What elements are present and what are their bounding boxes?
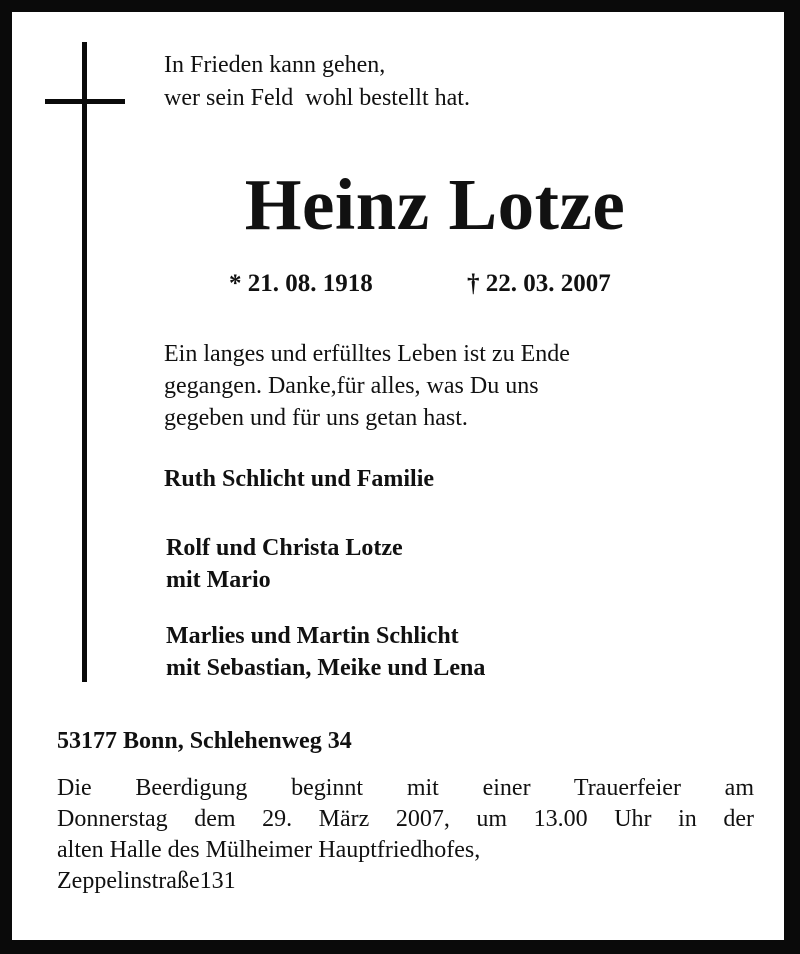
funeral-line-1: Die Beerdigung beginnt mit einer Trauerfeier am	[57, 775, 754, 801]
mourner-group-2	[166, 532, 403, 596]
message-line-2: gegangen. Danke,für alles, was Du uns	[164, 373, 539, 399]
mourner-line: Marlies und Martin Schlicht	[166, 623, 459, 649]
deceased-name: Heinz Lotze	[244, 164, 626, 245]
farewell-message	[164, 338, 570, 434]
cross-icon-bar	[45, 99, 125, 104]
message-line-1: Ein langes und erfülltes Leben ist zu Ende	[164, 341, 570, 367]
mourner-line: Ruth Schlicht und Familie	[164, 466, 435, 492]
funeral-details	[57, 773, 754, 897]
motto-line-2: wer sein Feld wohl bestellt hat.	[164, 85, 470, 111]
mourner-line: mit Mario	[166, 567, 271, 593]
mourner-line: Rolf und Christa Lotze	[166, 535, 403, 561]
cross-icon	[82, 42, 87, 682]
mourning-address: 53177 Bonn, Schlehenweg 34	[57, 728, 352, 754]
message-line-3: gegeben und für uns getan hast.	[164, 405, 468, 431]
funeral-line-3: alten Halle des Mülheimer Hauptfriedhofes,	[57, 837, 481, 863]
death-date: † 22. 03. 2007	[467, 270, 611, 297]
mourner-group-3	[166, 620, 485, 684]
birth-date: * 21. 08. 1918	[229, 270, 373, 297]
funeral-line-4: Zeppelinstraße131	[57, 868, 236, 894]
motto	[164, 49, 470, 115]
mourner-group-1	[164, 463, 434, 495]
funeral-line-2: Donnerstag dem 29. März 2007, um 13.00 Uhr in der	[57, 806, 754, 832]
motto-line-1: In Frieden kann gehen,	[164, 52, 386, 78]
mourner-line: mit Sebastian, Meike und Lena	[166, 655, 486, 681]
